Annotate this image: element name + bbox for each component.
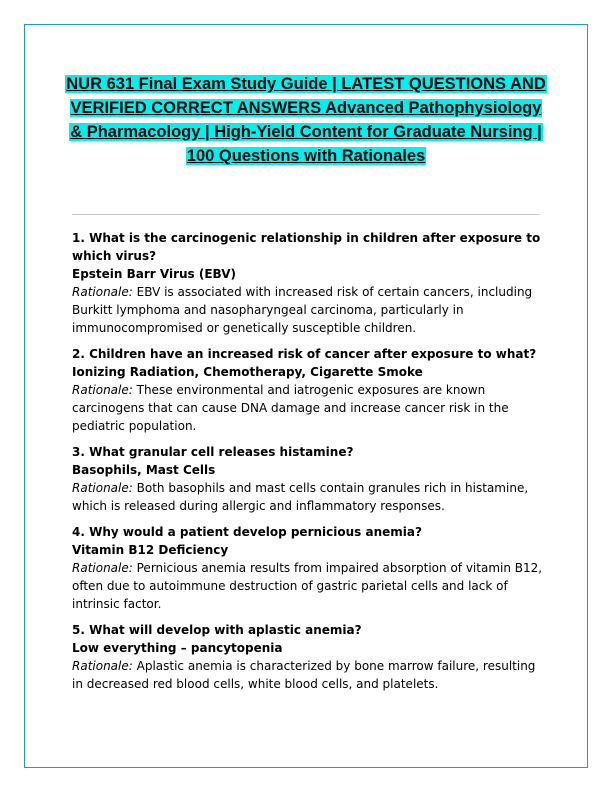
document-title (62, 72, 550, 168)
question-text: 2. Children have an increased risk of cancer after exposure to what? (72, 347, 537, 361)
rationale (72, 657, 546, 693)
rationale-text: Both basophils and mast cells contain granules rich in histamine, which is released during allergic and inflammatory responses. (72, 481, 529, 513)
answer-text: Low everything – pancytopenia (72, 641, 283, 655)
qa-item (72, 621, 546, 693)
answer-text: Basophils, Mast Cells (72, 463, 216, 477)
answer-text: Epstein Barr Virus (EBV) (72, 267, 236, 281)
qa-item (72, 229, 546, 337)
question-text: 4. Why would a patient develop pernicious anemia? (72, 525, 422, 539)
rationale-text: EBV is associated with increased risk of certain cancers, including Burkitt lymphoma and nasopharyngeal carcinoma, particularly in immunocompromised or genetically susceptible children. (72, 285, 533, 335)
rationale (72, 559, 546, 613)
rationale-text: Pernicious anemia results from impaired absorption of vitamin B12, often due to autoimmune destruction of gastric parietal cells and lack of intrinsic factor. (72, 561, 543, 611)
title-divider (72, 214, 540, 215)
question-list (72, 229, 546, 701)
rationale-text: These environmental and iatrogenic exposures are known carcinogens that can cause DNA damage and increase cancer risk in the pediatric population. (72, 383, 509, 433)
qa-item (72, 345, 546, 435)
qa-item (72, 443, 546, 515)
qa-item (72, 523, 546, 613)
title-highlight: NUR 631 Final Exam Study Guide | LATEST QUESTIONS AND VERIFIED CORRECT ANSWERS Advanced Pathophysiology & Pharmacology | High-Yield Content for Graduate Nursing | 100 Questions with Rationales (66, 75, 546, 165)
rationale-label: Rationale: (72, 481, 133, 495)
rationale-label: Rationale: (72, 561, 133, 575)
rationale-label: Rationale: (72, 659, 133, 673)
question-text: 5. What will develop with aplastic anemia? (72, 623, 362, 637)
question-text: 1. What is the carcinogenic relationship in children after exposure to which virus? (72, 231, 541, 263)
answer-text: Vitamin B12 Deficiency (72, 543, 229, 557)
rationale (72, 283, 546, 337)
answer-text: Ionizing Radiation, Chemotherapy, Cigarette Smoke (72, 365, 423, 379)
rationale (72, 479, 546, 515)
title-block (62, 72, 550, 168)
question-text: 3. What granular cell releases histamine? (72, 445, 354, 459)
rationale-label: Rationale: (72, 285, 133, 299)
rationale-label: Rationale: (72, 383, 133, 397)
rationale (72, 381, 546, 435)
rationale-text: Aplastic anemia is characterized by bone marrow failure, resulting in decreased red blood cells, white blood cells, and platelets. (72, 659, 536, 691)
